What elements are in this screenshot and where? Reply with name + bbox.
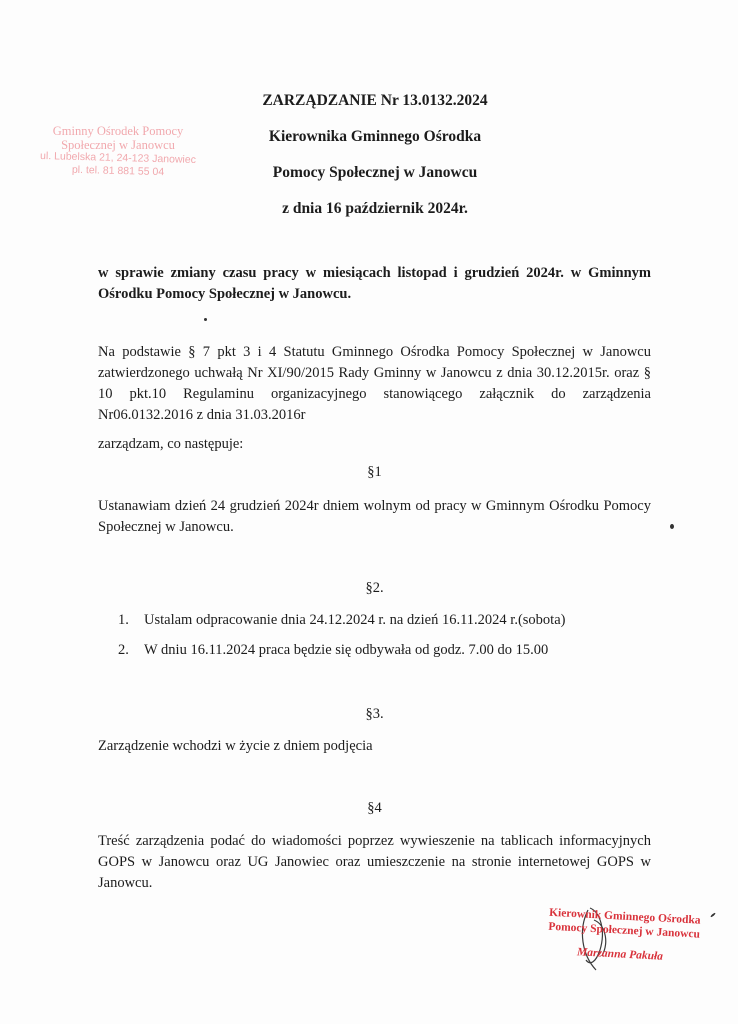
title-issuer: Kierownika Gminnego Ośrodka	[268, 128, 482, 145]
section-2-heading: §2.	[365, 580, 384, 596]
scan-speck	[204, 318, 207, 321]
list-item-text: Ustalam odpracowanie dnia 24.12.2024 r. na dzień 16.11.2024 r.(sobota)	[144, 612, 566, 628]
stamp-line-phone: pl. tel. 81 881 55 04	[71, 163, 165, 179]
section-4-heading: §4	[367, 800, 382, 816]
stamp-line-name-2: Społecznej w Janowcu	[61, 138, 175, 152]
legal-basis-paragraph: Na podstawie § 7 pkt 3 i 4 Statutu Gminnego Ośrodka Pomocy Społecznej w Janowcu zatwierdzonego uchwałą Nr XI/90/2015 Rady Gminny w Janowcu z dnia 30.12.2015r. oraz § 10 pkt.10 Regulaminu organizacyjnego stanowiącego załącznik do zarządzenia Nr06.0132.2016 z dnia 31.03.2016r	[98, 344, 651, 423]
stamp-line-address: ul. Lubelska 21, 24-123 Janowiec	[39, 149, 197, 167]
section-1-text: Ustanawiam dzień 24 grudzień 2024r dniem wolnym od pracy w Gminnym Ośrodku Pomocy Społecznej w Janowcu.	[98, 498, 651, 535]
decree-intro: zarządzam, co następuje:	[98, 436, 244, 452]
section-1-heading: §1	[367, 464, 382, 480]
signature-stamp-title: Kierownik Gminnego Ośrodka	[548, 906, 701, 927]
section-4-text: Treść zarządzenia podać do wiadomości poprzez wywieszenie na tablicach informacyjnych GOPS w Janowcu oraz UG Janowiec oraz umieszczenie na stronie internetowej GOPS w Janowcu.	[98, 833, 651, 891]
subject-paragraph: w sprawie zmiany czasu pracy w miesiącach listopad i grudzień 2024r. w Gminnym Ośrodku Pomocy Społecznej w Janowcu.	[98, 265, 651, 302]
title-issuer-2: Pomocy Społecznej w Janowcu	[272, 164, 478, 181]
list-item	[118, 640, 548, 661]
list-item-text: W dniu 16.11.2024 praca będzie się odbywała od godz. 7.00 do 15.00	[144, 642, 549, 658]
title-date: z dnia 16 październik 2024r.	[282, 200, 468, 217]
signature-stamp-name: Marzanna Pakuła	[576, 946, 664, 963]
list-item-number: 1.	[118, 612, 129, 628]
stamp-line-name: Gminny Ośrodek Pomocy	[52, 124, 184, 138]
list-item	[118, 610, 565, 631]
document-title	[180, 88, 570, 232]
section-3-text: Zarządzenie wchodzi w życie z dniem podjęcia	[98, 738, 373, 754]
list-item-number: 2.	[118, 642, 129, 658]
scan-speck	[670, 524, 674, 529]
title-number: ZARZĄDZANIE Nr 13.0132.2024	[262, 92, 488, 109]
signature-stamp-title-2: Pomocy Społecznej w Janowcu	[548, 920, 701, 941]
section-3-heading: §3.	[365, 706, 384, 722]
signature-stamp	[547, 906, 713, 967]
